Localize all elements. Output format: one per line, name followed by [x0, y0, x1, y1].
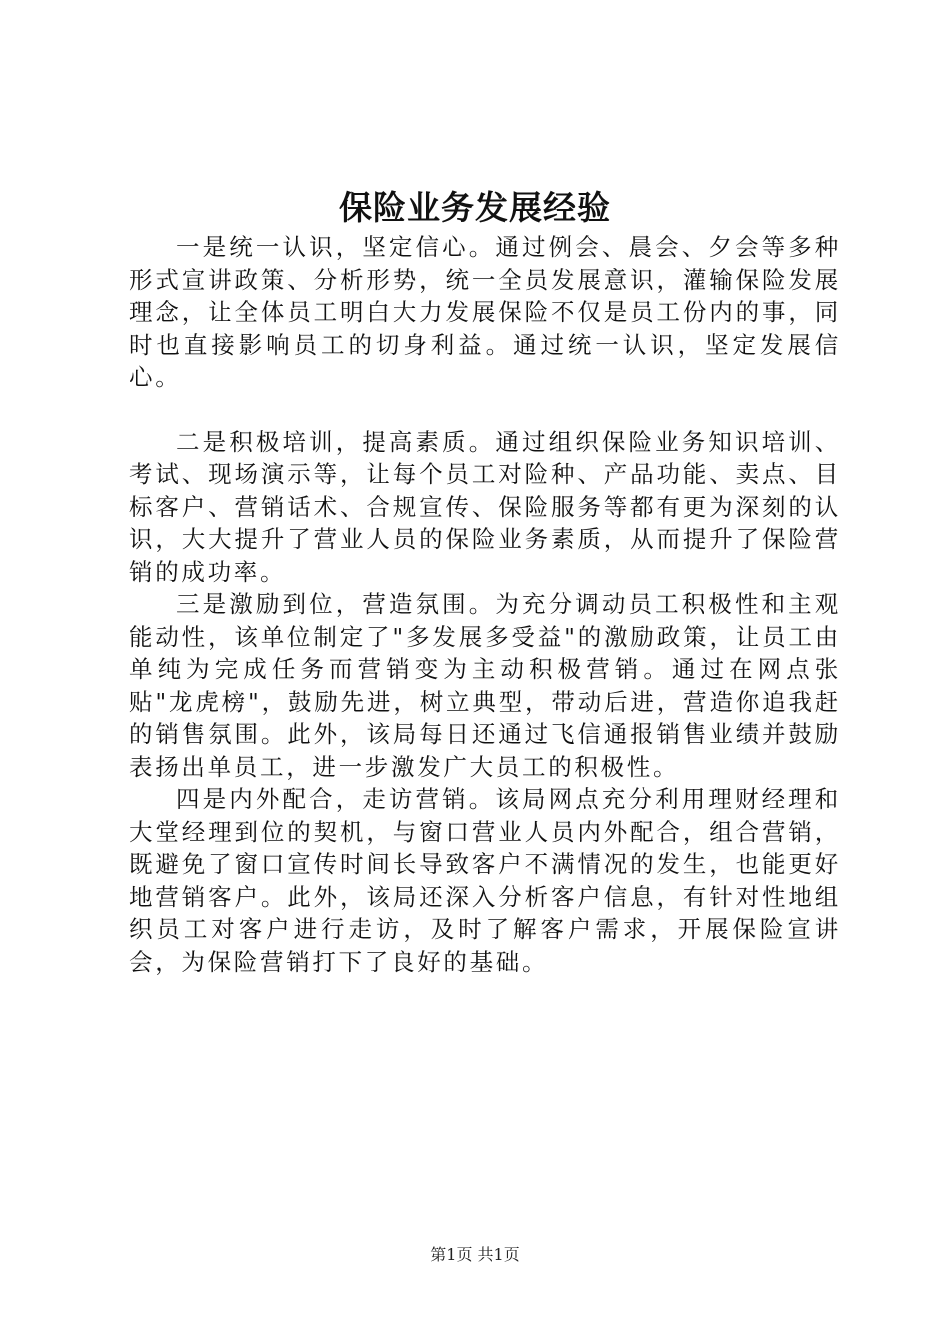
paragraph-2: 二是积极培训，提高素质。通过组织保险业务知识培训、考试、现场演示等，让每个员工对险种、产品功能、卖点、目标客户、营销话术、合规宣传、保险服务等都有更为深刻的认识，大大提升了营业人员的保险业务素质，从而提升了保险营销的成功率。 — [129, 427, 841, 586]
paragraph-4: 四是内外配合，走访营销。该局网点充分利用理财经理和大堂经理到位的契机，与窗口营业人员内外配合，组合营销，既避免了窗口宣传时间长导致客户不满情况的发生，也能更好地营销客户。此外，该局还深入分析客户信息，有针对性地组织员工对客户进行走访，及时了解客户需求，开展保险宣讲会，为保险营销打下了良好的基础。 — [129, 785, 841, 976]
document-title: 保险业务发展经验 — [339, 188, 611, 227]
paragraph-1: 一是统一认识，坚定信心。通过例会、晨会、夕会等多种形式宣讲政策、分析形势，统一全员发展意识，灌输保险发展理念，让全体员工明白大力发展保险不仅是员工份内的事，同时也直接影响员工的切身利益。通过统一认识，坚定发展信心。 — [129, 233, 841, 391]
page-footer: 第1页 共1页 — [430, 1245, 520, 1264]
paragraph-3: 三是激励到位，营造氛围。为充分调动员工积极性和主观能动性，该单位制定了"多发展多受益"的激励政策，让员工由单纯为完成任务而营销变为主动积极营销。通过在网点张贴"龙虎榜"，鼓励先进，树立典型，带动后进，营造你追我赶的销售氛围。此外，该局每日还通过飞信通报销售业绩并鼓励表扬出单员工，进一步激发广大员工的积极性。 — [129, 590, 841, 781]
document-body — [129, 231, 841, 978]
